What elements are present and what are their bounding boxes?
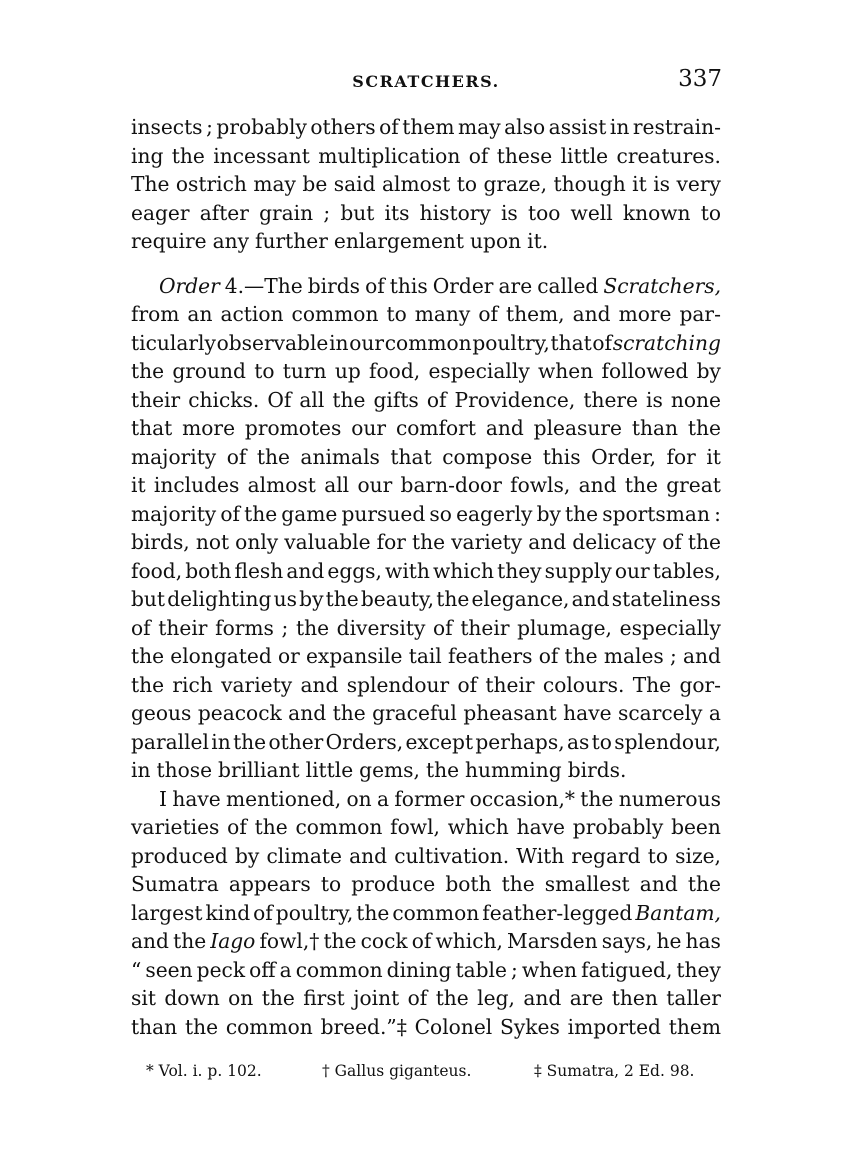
footnote-1: * Vol. i. p. 102. [146, 1062, 262, 1080]
text-line: sit down on the first joint of the leg, and are then taller [131, 986, 721, 1010]
text-line: it includes almost all our barn-door fowls, and the great [131, 473, 721, 497]
text-line: The ostrich may be said almost to graze, though it is very [131, 172, 721, 196]
text-line: the rich variety and splendour of their colours. The gor- [131, 672, 721, 697]
footnotes [146, 1062, 726, 1080]
text-line: Order 4.—The birds of this Order are called Scratchers, [159, 273, 721, 298]
text-line: “ seen peck off a common dining table ; when fatigued, they [131, 957, 721, 982]
text-line: and the Iago fowl,† the cock of which, Marsden says, he has [131, 929, 721, 953]
text-line: Sumatra appears to produce both the smallest and the [131, 872, 721, 896]
text-line: produced by climate and cultivation. With regard to size, [131, 843, 721, 868]
body-text [131, 113, 721, 1041]
paragraph-gap [131, 256, 721, 272]
text-line: require any further enlargement upon it. [131, 229, 549, 253]
text-line: but delighting us by the beauty, the elegance, and stateliness [131, 587, 721, 611]
text-line: majority of the animals that compose this Order, for it [131, 444, 721, 469]
text-line: geous peacock and the graceful pheasant have scarcely a [131, 701, 721, 725]
text-line: eager after grain ; but its history is too well known to [131, 200, 721, 225]
footnote-3: ‡ Sumatra, 2 Ed. 98. [534, 1062, 695, 1080]
text-line: than the common breed.”‡ Colonel Sykes imported them [131, 1014, 721, 1039]
text-line: the elongated or expansile tail feathers of the males ; and [131, 644, 721, 668]
text-line: largest kind of poultry, the common feather-legged Bantam, [131, 900, 721, 925]
text-line: parallel in the other Orders, except perhaps, as to splendour, [131, 729, 721, 754]
text-line: that more promotes our comfort and pleasure than the [131, 416, 721, 440]
text-line: majority of the game pursued so eagerly by the sportsman : [131, 501, 721, 526]
page-number: 337 [678, 66, 722, 92]
text-line: the ground to turn up food, especially when followed by [131, 359, 721, 383]
text-line: I have mentioned, on a former occasion,* the numerous [159, 786, 721, 811]
text-line: in those brilliant little gems, the humming birds. [131, 758, 627, 782]
text-line: of their forms ; the diversity of their plumage, especially [131, 615, 721, 640]
text-line: food, both flesh and eggs, with which they supply our tables, [131, 558, 721, 583]
text-line: birds, not only valuable for the variety and delicacy of the [131, 530, 721, 554]
page-header [130, 66, 722, 94]
text-line: insects ; probably others of them may also assist in restrain- [131, 115, 721, 139]
text-line: varieties of the common fowl, which have probably been [131, 815, 721, 839]
footnote-2: † Gallus giganteus. [322, 1062, 472, 1080]
text-line: from an action common to many of them, and more par- [131, 302, 721, 326]
text-line: ticularly observable in our common poultry, that of scratching [131, 330, 721, 355]
text-line: their chicks. Of all the gifts of Providence, there is none [131, 387, 721, 412]
text-line: ing the incessant multiplication of these little creatures. [131, 143, 721, 168]
running-head: SCRATCHERS. [352, 72, 500, 91]
